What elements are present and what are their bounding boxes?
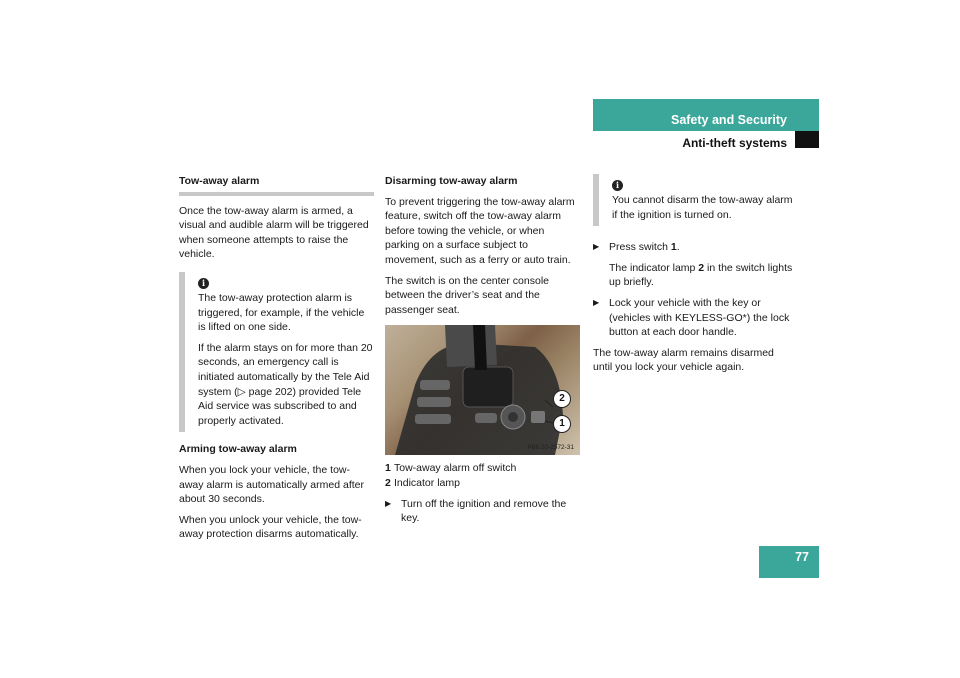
info-icon: i (198, 278, 209, 289)
photo-code: P68.20-2572-31 (527, 444, 574, 452)
disarming-heading: Disarming tow-away alarm (385, 175, 518, 187)
ignition-note: i You cannot disarm the tow-away alarm if the ignition is turned on. (593, 174, 793, 226)
page-reference[interactable]: page 202 (248, 385, 293, 398)
step-bullet: ▶ Lock your vehicle with the key or (vehicles with KEYLESS-GO*) the lock button at each door handle. (593, 296, 790, 339)
arming-text-2: When you unlock your vehicle, the tow-away protection disarms automatically. (179, 513, 362, 541)
disarming-text-2: The switch is on the center console between the driver’s seat and the passenger seat. (385, 274, 550, 316)
note-text-1: The tow-away protection alarm is triggered, for example, if the vehicle is lifted on one side. (198, 291, 365, 334)
legend-item: 1 Tow-away alarm off switch (385, 462, 517, 475)
console-illustration (385, 325, 580, 455)
info-note (179, 272, 374, 432)
step-bullet: ▶ Press switch 1. (593, 241, 680, 254)
note-text-2: If the alarm stays on for more than 20 seconds, an emergency call is initiated automatically by the Tele Aid system (▷ page 202) provided Tele Aid service was subscribed to and properly activated. (198, 341, 373, 427)
page-number-box (759, 546, 819, 578)
callout-1: 1 (553, 415, 571, 433)
column-3 (593, 174, 793, 381)
column-2 (385, 174, 580, 532)
info-icon: i (612, 180, 623, 191)
section-marker (795, 131, 819, 148)
bullet-arrow-icon: ▶ (385, 498, 392, 508)
chapter-header-box (593, 99, 819, 131)
callout-2: 2 (553, 390, 571, 408)
bullet-arrow-icon: ▶ (593, 242, 600, 252)
section-title: Anti-theft systems (682, 136, 787, 150)
closing-text: The tow-away alarm remains disarmed until you lock your vehicle again. (593, 346, 774, 374)
disarming-text-1: To prevent triggering the tow-away alarm feature, switch off the tow-away alarm before towing the vehicle, or when parking on a surface subject to movement, such as a ferry or auto train. (385, 195, 575, 266)
legend-item: 2 Indicator lamp (385, 476, 460, 489)
intro-text: Once the tow-away alarm is armed, a visual and audible alarm will be triggered when someone attempts to raise the vehicle. (179, 204, 369, 261)
page-number: 77 (795, 550, 809, 564)
column-1 (179, 174, 374, 548)
step-bullet: ▶ Turn off the ignition and remove the key. (385, 497, 567, 525)
tow-away-alarm-heading: Tow-away alarm (179, 174, 374, 196)
step-detail: The indicator lamp 2 in the switch lights up briefly. (609, 261, 793, 289)
center-console-photo (385, 325, 580, 455)
page-ref-arrow-icon: ▷ (237, 385, 246, 398)
arming-text-1: When you lock your vehicle, the tow-away alarm is automatically armed after about 30 seconds. (179, 463, 364, 506)
bullet-arrow-icon: ▶ (593, 297, 600, 307)
arming-heading: Arming tow-away alarm (179, 443, 297, 456)
chapter-title: Safety and Security (670, 113, 787, 127)
